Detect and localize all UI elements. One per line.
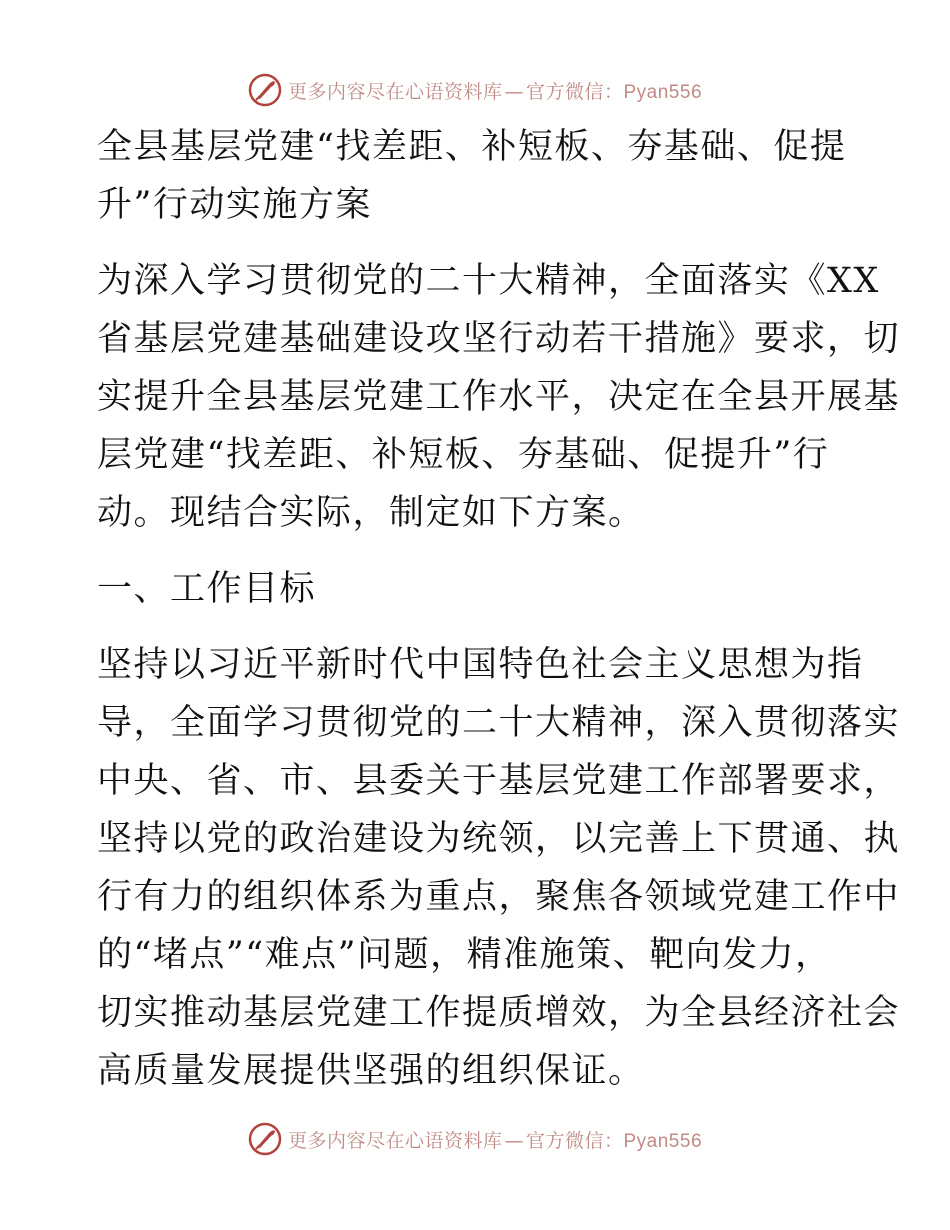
section-line-8: 高质量发展提供坚强的组织保证。 xyxy=(97,1051,645,1091)
section-line-4: 坚持以党的政治建设为统领，以完善上下贯通、执 xyxy=(97,819,901,859)
section-heading: 一、工作目标 xyxy=(97,569,317,609)
watermark-header xyxy=(0,70,950,110)
document-title-line-2: 升”行动实施方案 xyxy=(97,185,372,225)
section-line-2: 导，全面学习贯彻党的二十大精神，深入贯彻落实 xyxy=(97,703,901,743)
spacer xyxy=(97,234,857,252)
intro-line-5: 动。现结合实际，制定如下方案。 xyxy=(97,493,645,533)
intro-line-4: 层党建“找差距、补短板、夯基础、促提升”行 xyxy=(97,435,830,475)
section-line-1: 坚持以习近平新时代中国特色社会主义思想为指 xyxy=(97,645,864,685)
watermark-wechat-id: Pyan556 xyxy=(623,1130,703,1152)
intro-line-1: 为深入学习贯彻党的二十大精神，全面落实《XX xyxy=(97,261,880,301)
watermark-text: 更多内容尽在心语资料库 xyxy=(287,80,503,103)
watermark-wechat-label: 官方微信： xyxy=(525,80,624,103)
spacer xyxy=(97,618,857,636)
quill-logo-icon xyxy=(248,1122,282,1156)
section-line-6: 的“堵点”“难点”问题，精准施策、靶向发力， xyxy=(97,935,832,975)
section-line-3: 中央、省、市、县委关于基层党建工作部署要求， xyxy=(97,761,901,801)
watermark-wechat-label: 官方微信： xyxy=(525,1129,624,1152)
watermark-separator: — xyxy=(504,80,524,103)
watermark-text: 更多内容尽在心语资料库 xyxy=(287,1129,503,1152)
section-line-5: 行有力的组织体系为重点，聚焦各领域党建工作中 xyxy=(97,877,901,917)
document-title-line-1: 全县基层党建“找差距、补短板、夯基础、促提 xyxy=(97,127,847,167)
intro-line-3: 实提升全县基层党建工作水平，决定在全县开展基 xyxy=(97,377,901,417)
spacer xyxy=(97,542,857,560)
intro-line-2: 省基层党建基础建设攻坚行动若干措施》要求，切 xyxy=(97,319,901,359)
watermark-wechat-id: Pyan556 xyxy=(623,81,703,103)
quill-logo-icon xyxy=(248,73,282,107)
watermark-separator: — xyxy=(504,1129,524,1152)
document-body xyxy=(97,118,901,1100)
section-line-7: 切实推动基层党建工作提质增效，为全县经济社会 xyxy=(97,993,901,1033)
watermark-footer xyxy=(0,1119,950,1159)
